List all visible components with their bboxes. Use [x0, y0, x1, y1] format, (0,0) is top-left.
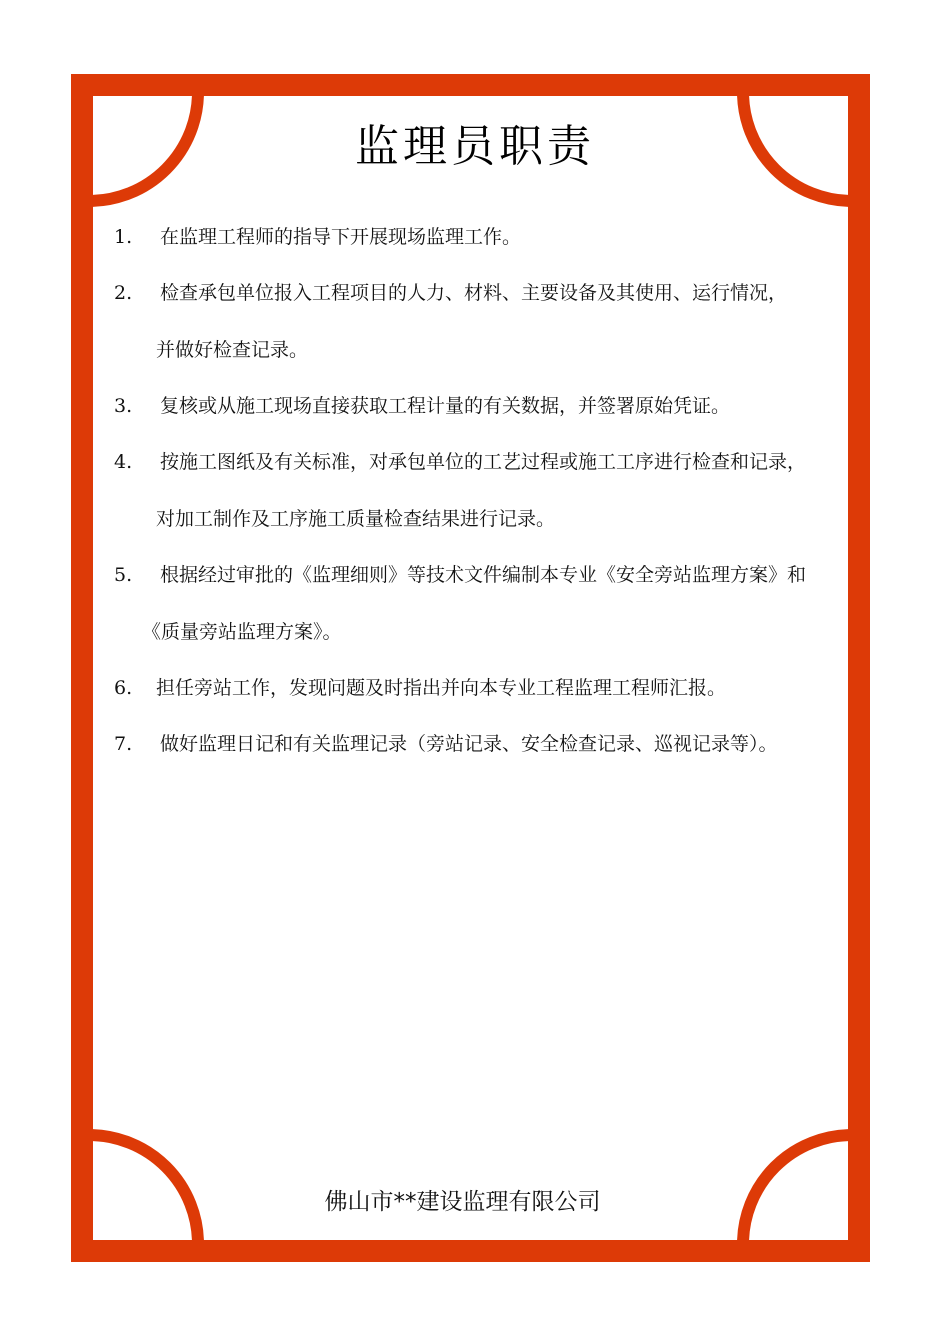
item-text: 复核或从施工现场直接获取工程计量的有关数据，并签署原始凭证。 — [160, 395, 731, 417]
page-panel — [93, 96, 848, 1240]
duty-item-3 — [114, 393, 730, 419]
duty-item-6 — [114, 675, 726, 701]
item-text: 根据经过审批的《监理细则》等技术文件编制本专业《安全旁站监理方案》和 — [160, 564, 807, 586]
page-title: 监理员职责 — [355, 121, 595, 172]
duty-item-7 — [114, 731, 778, 757]
item-text: 做好监理日记和有关监理记录（旁站记录、安全检查记录、巡视记录等）。 — [160, 733, 778, 755]
item-number: 6. — [114, 677, 133, 699]
item-text: 检查承包单位报入工程项目的人力、材料、主要设备及其使用、运行情况， — [160, 282, 788, 304]
duty-item-2-continuation: 并做好检查记录。 — [156, 339, 309, 361]
duty-item-1 — [114, 224, 521, 250]
item-number: 3. — [114, 395, 133, 417]
item-text: 按施工图纸及有关标准，对承包单位的工艺过程或施工工序进行检查和记录， — [160, 451, 807, 473]
duty-item-2 — [114, 280, 787, 306]
item-number: 4. — [114, 451, 133, 473]
page-border — [71, 74, 870, 1262]
item-text: 在监理工程师的指导下开展现场监理工作。 — [160, 226, 522, 248]
item-text: 担任旁站工作，发现问题及时指出并向本专业工程监理工程师汇报。 — [156, 677, 727, 699]
item-number: 2. — [114, 282, 133, 304]
item-number: 1. — [114, 226, 133, 248]
duty-item-4-continuation: 对加工制作及工序施工质量检查结果进行记录。 — [156, 508, 556, 530]
duty-item-5 — [114, 562, 806, 588]
duty-item-4 — [114, 449, 806, 475]
company-name: 佛山市**建设监理有限公司 — [324, 1189, 601, 1215]
item-number: 7. — [114, 733, 133, 755]
duty-item-5-continuation: 《质量旁站监理方案》。 — [142, 621, 342, 643]
item-number: 5. — [114, 564, 133, 586]
